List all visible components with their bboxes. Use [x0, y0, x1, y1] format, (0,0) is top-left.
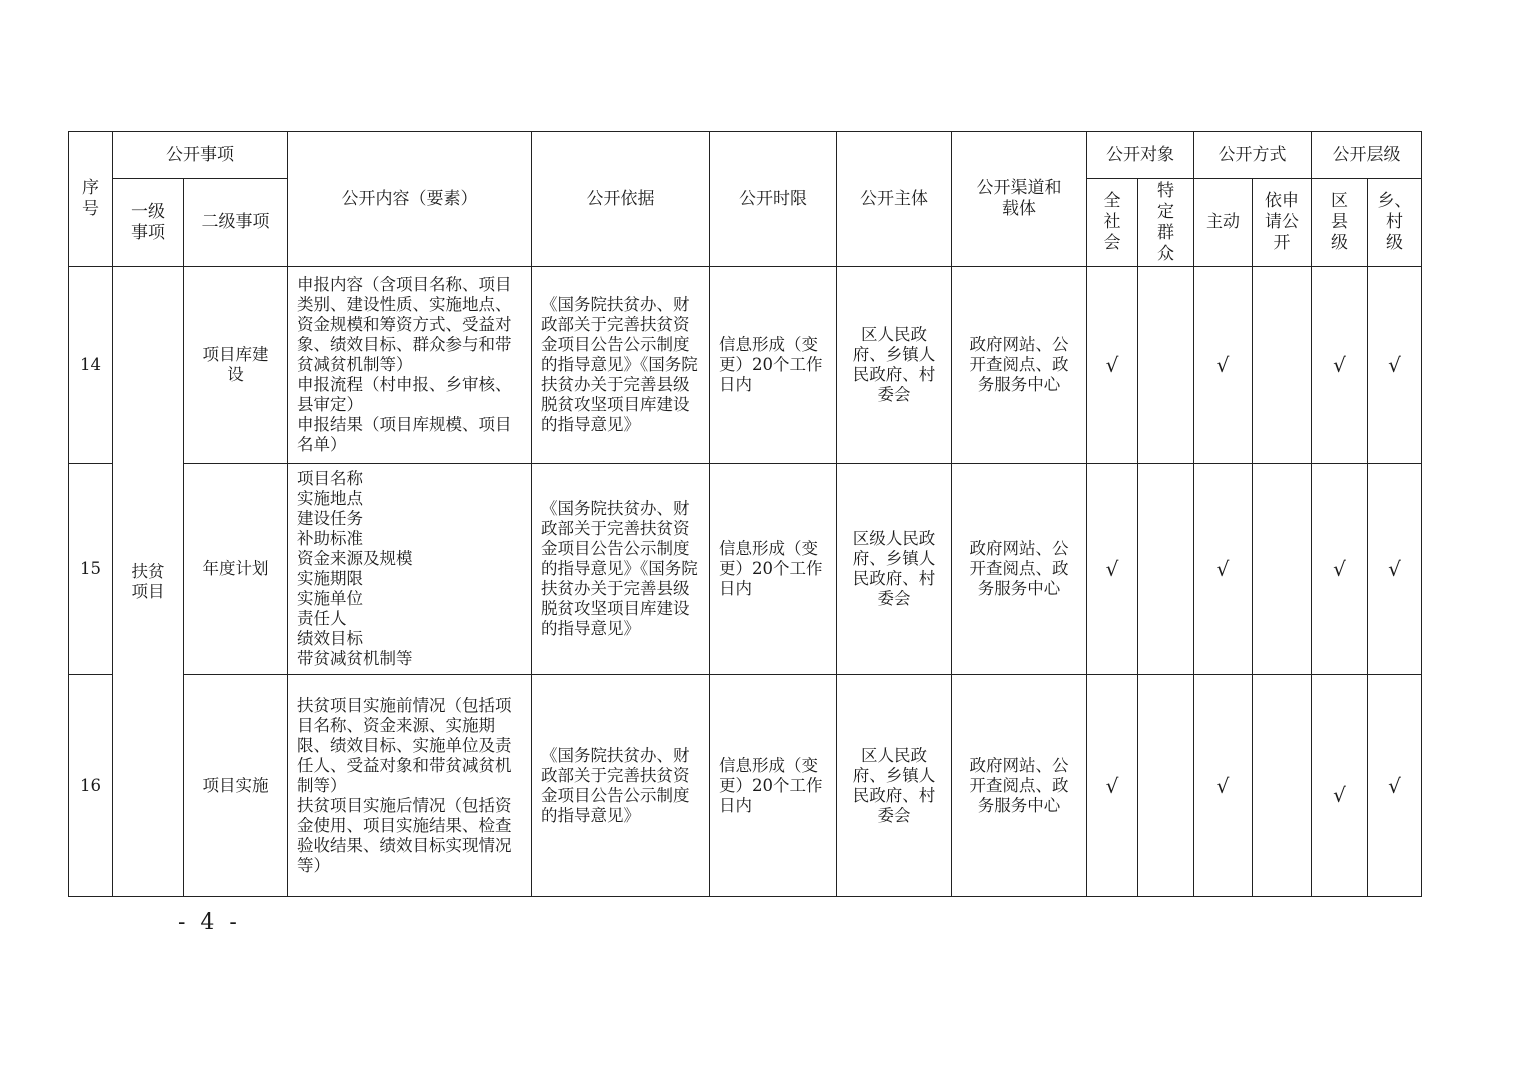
header-target-specific: 特 定 群 众	[1138, 179, 1194, 267]
row-number: 14	[69, 267, 113, 464]
row-channel: 政府网站、公开查阅点、政务服务中心	[952, 675, 1087, 897]
category-cell: 扶贫 项目	[113, 267, 184, 897]
header-subject: 公开主体	[837, 132, 952, 267]
header-method-apply: 依申 请公 开	[1253, 179, 1312, 267]
header-items-group: 公开事项	[113, 132, 288, 179]
check-county: √	[1312, 675, 1368, 897]
check-all: √	[1087, 267, 1138, 464]
row-subject: 区人民政府、乡镇人民政府、村委会	[837, 675, 952, 897]
row-channel: 政府网站、公开查阅点、政务服务中心	[952, 464, 1087, 675]
table-row	[69, 464, 1422, 675]
row-number: 15	[69, 464, 113, 675]
row-basis: 《国务院扶贫办、财政部关于完善扶贫资金项目公告公示制度的指导意见》《国务院扶贫办关于完善县级脱贫攻坚项目库建设的指导意见》	[532, 267, 710, 464]
header-target-group: 公开对象	[1087, 132, 1194, 179]
check-all: √	[1087, 464, 1138, 675]
page-number: - 4 -	[178, 910, 241, 935]
row-content: 项目名称 实施地点 建设任务 补助标准 资金来源及规模 实施期限 实施单位 责任人 绩效目标 带贫减贫机制等	[288, 464, 532, 675]
header-level2: 二级事项	[184, 179, 288, 267]
row-time: 信息形成（变更）20个工作日内	[710, 675, 837, 897]
row-number: 16	[69, 675, 113, 897]
row-channel: 政府网站、公开查阅点、政务服务中心	[952, 267, 1087, 464]
row-item: 项目实施	[184, 675, 288, 897]
header-time-limit: 公开时限	[710, 132, 837, 267]
check-village: √	[1368, 464, 1422, 675]
row-content: 申报内容（含项目名称、项目类别、建设性质、实施地点、资金规模和筹资方式、受益对象、绩效目标、群众参与和带贫减贫机制等） 申报流程（村申报、乡审核、县审定） 申报结果（项目库规模、项目名单）	[288, 267, 532, 464]
disclosure-table	[68, 131, 1422, 897]
row-basis: 《国务院扶贫办、财政部关于完善扶贫资金项目公告公示制度的指导意见》	[532, 675, 710, 897]
check-county: √	[1312, 464, 1368, 675]
header-level-county: 区 县 级	[1312, 179, 1368, 267]
header-content: 公开内容（要素）	[288, 132, 532, 267]
check-village: √	[1368, 675, 1422, 897]
row-basis: 《国务院扶贫办、财政部关于完善扶贫资金项目公告公示制度的指导意见》《国务院扶贫办关于完善县级脱贫攻坚项目库建设的指导意见》	[532, 464, 710, 675]
check-village: √	[1368, 267, 1422, 464]
check-apply	[1253, 675, 1312, 897]
row-subject: 区人民政府、乡镇人民政府、村委会	[837, 267, 952, 464]
header-level-group: 公开层级	[1312, 132, 1422, 179]
check-apply	[1253, 464, 1312, 675]
check-all: √	[1087, 675, 1138, 897]
check-specific	[1138, 267, 1194, 464]
row-time: 信息形成（变更）20个工作日内	[710, 267, 837, 464]
check-county: √	[1312, 267, 1368, 464]
header-basis: 公开依据	[532, 132, 710, 267]
check-specific	[1138, 464, 1194, 675]
header-level-village: 乡、 村 级	[1368, 179, 1422, 267]
header-target-all: 全 社 会	[1087, 179, 1138, 267]
header-channel: 公开渠道和 载体	[952, 132, 1087, 267]
row-content: 扶贫项目实施前情况（包括项目名称、资金来源、实施期限、绩效目标、实施单位及责任人、受益对象和带贫减贫机制等） 扶贫项目实施后情况（包括资金使用、项目实施结果、检查验收结果、绩效目标实现情况等）	[288, 675, 532, 897]
table-row	[69, 267, 1422, 464]
header-seq: 序 号	[69, 132, 113, 267]
table-row	[69, 675, 1422, 897]
row-time: 信息形成（变更）20个工作日内	[710, 464, 837, 675]
header-method-active: 主动	[1194, 179, 1253, 267]
check-apply	[1253, 267, 1312, 464]
header-level1: 一级 事项	[113, 179, 184, 267]
row-subject: 区级人民政府、乡镇人民政府、村委会	[837, 464, 952, 675]
check-active: √	[1194, 464, 1253, 675]
check-active: √	[1194, 267, 1253, 464]
check-active: √	[1194, 675, 1253, 897]
check-specific	[1138, 675, 1194, 897]
row-item: 项目库建 设	[184, 267, 288, 464]
row-item: 年度计划	[184, 464, 288, 675]
header-method-group: 公开方式	[1194, 132, 1312, 179]
